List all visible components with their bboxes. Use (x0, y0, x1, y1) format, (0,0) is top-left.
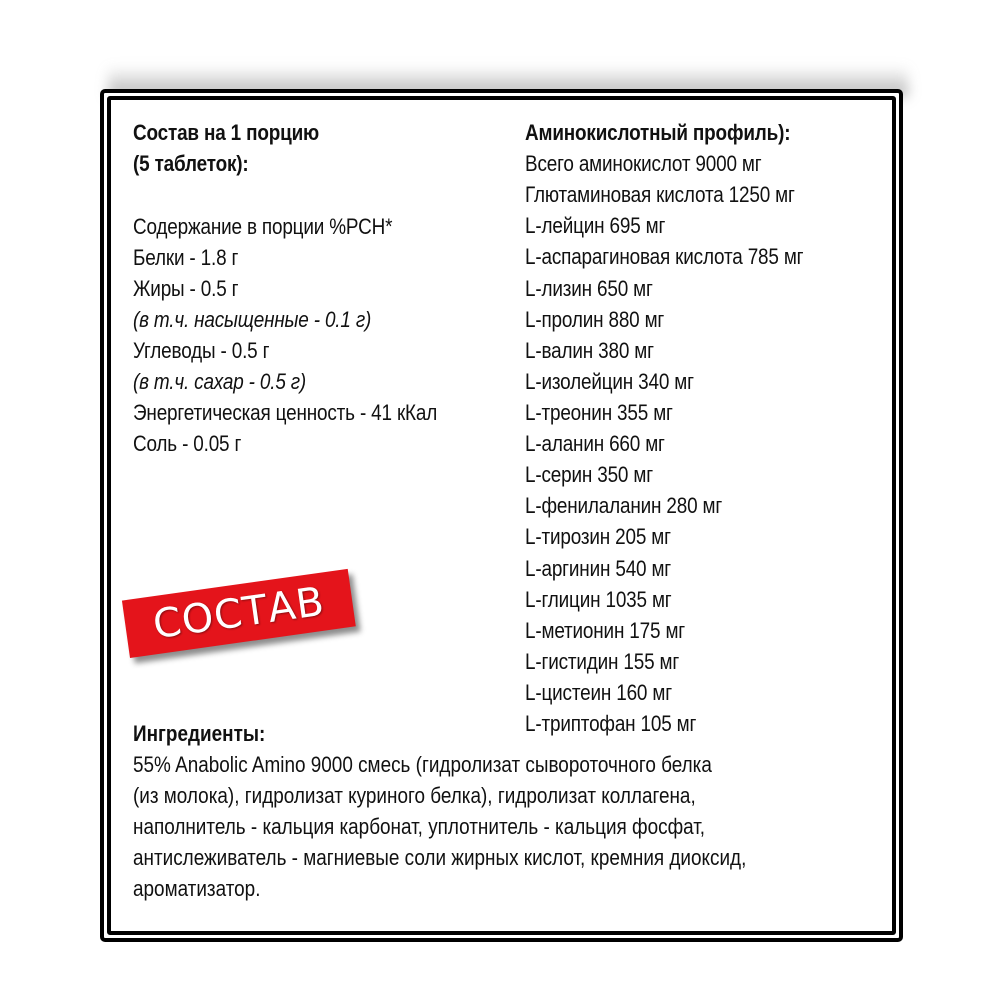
ingredients-line: ароматизатор. (133, 876, 261, 901)
ingredients-line: 55% Anabolic Amino 9000 смесь (гидролизат сывороточного белка (133, 752, 712, 777)
amino-item: L-аргинин 540 мг (525, 556, 672, 581)
ingredients-line: (из молока), гидролизат куриного белка), гидролизат коллагена, (133, 783, 696, 808)
amino-item: L-серин 350 мг (525, 462, 653, 487)
amino-title: Аминокислотный профиль): (525, 120, 791, 145)
badge-label: СОСТАВ (150, 578, 328, 649)
amino-item: L-изолейцин 340 мг (525, 369, 694, 394)
ingredients-title: Ингредиенты: (133, 721, 266, 746)
nutrition-row: Жиры - 0.5 г (133, 276, 239, 301)
ingredients-line: наполнитель - кальция карбонат, уплотнитель - кальция фосфат, (133, 814, 706, 839)
amino-item: Всего аминокислот 9000 мг (525, 151, 762, 176)
nutrition-row: Углеводы - 0.5 г (133, 338, 270, 363)
amino-item: L-триптофан 105 мг (525, 711, 697, 736)
amino-item: L-аспарагиновая кислота 785 мг (525, 244, 804, 269)
amino-item: L-аланин 660 мг (525, 431, 665, 456)
nutrition-row: Соль - 0.05 г (133, 431, 242, 456)
nutrition-row: Содержание в порции %РСН* (133, 214, 393, 239)
amino-item: L-метионин 175 мг (525, 618, 686, 643)
amino-item: L-валин 380 мг (525, 338, 654, 363)
ingredients-line: антислеживатель - магниевые соли жирных кислот, кремния диоксид, (133, 845, 747, 870)
amino-item: L-цистеин 160 мг (525, 680, 672, 705)
nutrition-title-line2: (5 таблеток): (133, 151, 249, 176)
ingredients-section (133, 718, 746, 904)
amino-item: L-лейцин 695 мг (525, 213, 666, 238)
nutrition-row: (в т.ч. насыщенные - 0.1 г) (133, 307, 372, 332)
amino-item: Глютаминовая кислота 1250 мг (525, 182, 795, 207)
amino-item: L-пролин 880 мг (525, 307, 665, 332)
nutrition-title-line1: Состав на 1 порцию (133, 120, 320, 145)
amino-item: L-глицин 1035 мг (525, 587, 672, 612)
amino-item: L-фенилаланин 280 мг (525, 493, 723, 518)
nutrition-row: Белки - 1.8 г (133, 245, 239, 270)
amino-item: L-треонин 355 мг (525, 400, 673, 425)
amino-item: L-лизин 650 мг (525, 276, 653, 301)
amino-item: L-гистидин 155 мг (525, 649, 680, 674)
nutrition-row: (в т.ч. сахар - 0.5 г) (133, 369, 307, 394)
amino-item: L-тирозин 205 мг (525, 524, 671, 549)
nutrition-row: Энергетическая ценность - 41 кКал (133, 400, 438, 425)
